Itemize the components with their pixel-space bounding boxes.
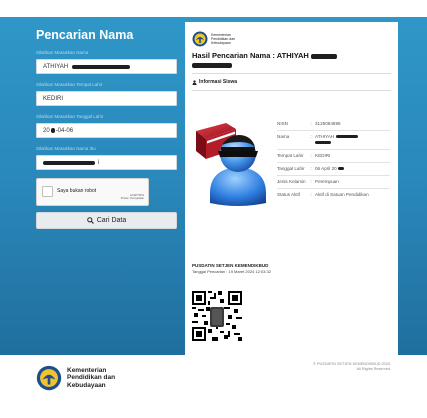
student-avatar — [192, 117, 272, 217]
kemendikbud-logo-icon — [36, 365, 62, 391]
name-input[interactable] — [36, 59, 177, 74]
row-key: Status Aktif — [277, 192, 300, 197]
table-row — [277, 163, 390, 176]
birthdate-input[interactable] — [36, 123, 177, 138]
result-heading-text: Hasil Pencarian Nama : ATHIYAH — [192, 51, 309, 60]
table-row — [277, 176, 390, 189]
footer-org-line1: Kementerian — [67, 366, 107, 374]
search-form — [36, 28, 177, 229]
redaction-bar — [311, 54, 337, 59]
recaptcha-label: Saya bukan robot — [57, 188, 97, 194]
row-value: Aktif di Satuan Pendidikan — [315, 192, 369, 197]
footer-org-line2: Pendidikan dan — [67, 374, 116, 382]
redaction-bar — [192, 63, 232, 68]
birthplace-label: Silahkan Masukkan Tempat Lahir — [36, 82, 103, 87]
recaptcha-brand-name: reCAPTCHA — [129, 194, 144, 197]
search-icon — [87, 217, 94, 224]
row-separator: : — [310, 179, 312, 184]
mother-value-suffix: i — [98, 159, 100, 166]
card-org-line1: Kementerian — [211, 33, 231, 37]
qr-code — [192, 291, 242, 341]
redaction-bar — [51, 128, 55, 133]
name-label: Silahkan Masukkan Nama — [36, 50, 89, 55]
table-row — [277, 189, 390, 201]
redaction-bar — [43, 161, 95, 165]
row-key: Nama — [277, 134, 290, 139]
name-value: ATHIYAH — [43, 63, 69, 70]
row-key: Tanggal Lahir — [277, 166, 305, 171]
source-name: PUSDATIN SETJEN KEMENDIKBUD — [192, 263, 269, 268]
divider — [192, 90, 391, 91]
qr-code-icon — [192, 291, 242, 341]
copyright-line1: © PUSDATIN SETJEN KEMENDIKBUD 2020. — [313, 362, 391, 366]
user-icon — [192, 80, 197, 85]
row-separator: : — [310, 153, 312, 158]
row-key: Tempat Lahir — [277, 153, 304, 158]
row-separator: : — [310, 121, 312, 126]
birthplace-value: KEDIRI — [43, 95, 64, 102]
redaction-bar — [72, 65, 130, 69]
table-row — [277, 131, 390, 150]
footer-org-line3: Kebudayaan — [67, 381, 106, 389]
recaptcha-brand — [121, 194, 144, 200]
recaptcha-links[interactable]: Privasi - Persyaratan — [120, 197, 144, 200]
footer-logo — [36, 365, 115, 391]
card-org-line2: Pendidikan dan — [211, 37, 236, 41]
row-key: Jenis Kelamin — [277, 179, 306, 184]
row-value: 06 April 20 — [315, 166, 337, 171]
row-value: KEDIRI — [315, 153, 331, 158]
divider — [192, 73, 391, 74]
row-value-wrap — [315, 131, 390, 149]
student-info-table — [277, 118, 390, 201]
search-date: Tanggal Pencarian : 19 Maret 2024 12:03:32 — [192, 269, 271, 274]
mother-label: Silahkan Masukkan Nama Ibu — [36, 146, 96, 151]
copyright-line2: All Rights Reserved. — [356, 367, 391, 371]
row-value: Perempuan — [315, 179, 339, 184]
birthdate-label: Silahkan Masukkan Tanggal Lahir — [36, 114, 104, 119]
result-heading — [192, 51, 382, 69]
table-row — [277, 150, 390, 163]
row-separator: : — [310, 192, 312, 197]
info-section-title: Informasi Siswa — [199, 79, 238, 85]
source-block — [192, 263, 391, 274]
card-logo — [192, 30, 391, 48]
card-org-line3: Kebudayaan — [211, 41, 231, 45]
birthdate-prefix: 20 — [43, 127, 50, 134]
form-title: Pencarian Nama — [36, 28, 134, 42]
search-button-label: Cari Data — [96, 217, 127, 224]
recaptcha-checkbox[interactable] — [42, 186, 53, 197]
kemendikbud-logo-icon — [192, 31, 208, 47]
mother-input[interactable] — [36, 155, 177, 170]
student-avatar-icon — [192, 117, 272, 217]
redaction-bar — [315, 141, 331, 144]
row-separator: : — [310, 166, 312, 171]
birthdate-suffix: -04-06 — [55, 127, 74, 134]
row-key: NISN — [277, 121, 288, 126]
copyright — [313, 362, 391, 372]
row-value-wrap — [315, 163, 390, 175]
row-value: ATHIYAH — [315, 134, 335, 139]
recaptcha-widget — [36, 178, 149, 206]
row-value: 3125084896 — [315, 121, 341, 126]
row-separator: : — [310, 134, 312, 139]
result-card — [185, 22, 398, 359]
birthplace-input[interactable] — [36, 91, 177, 106]
info-section-header — [192, 78, 391, 86]
search-button[interactable] — [36, 212, 177, 229]
redaction-bar — [338, 167, 344, 170]
table-row — [277, 118, 390, 131]
redaction-bar — [336, 135, 358, 138]
